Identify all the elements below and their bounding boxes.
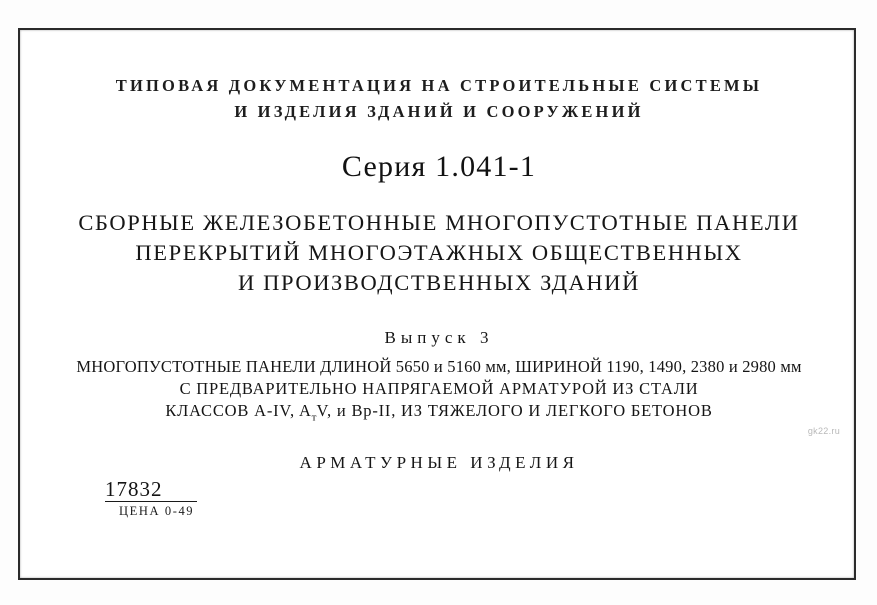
description-line-2: С ПРЕДВАРИТЕЛЬНО НАПРЯГАЕМОЙ АРМАТУРОЙ ИЗ СТАЛИ	[179, 379, 699, 398]
catalog-number: 17832	[105, 477, 163, 501]
issue-number: Выпуск 3	[384, 328, 494, 347]
description-line-3	[20, 401, 858, 423]
page-border-frame	[18, 28, 856, 580]
document-title-line-2: ПЕРЕКРЫТИЙ МНОГОЭТАЖНЫХ ОБЩЕСТВЕННЫХ	[135, 240, 743, 265]
header-line-1: ТИПОВАЯ ДОКУМЕНТАЦИЯ НА СТРОИТЕЛЬНЫЕ СИСТЕМЫ	[115, 76, 763, 95]
catalog-code-block	[105, 478, 197, 519]
description-line-3-part-1: КЛАССОВ A-IV, A	[165, 401, 312, 420]
section-title: АРМАТУРНЫЕ ИЗДЕЛИЯ	[299, 453, 579, 473]
document-title-line-1: СБОРНЫЕ ЖЕЛЕЗОБЕТОННЫЕ МНОГОПУСТОТНЫЕ ПАНЕЛИ	[78, 210, 800, 235]
description-line-3-part-2: V, и Вр-II, ИЗ ТЯЖЕЛОГО И ЛЕГКОГО БЕТОНОВ	[316, 401, 713, 420]
document-title-line-3: И ПРОИЗВОДСТВЕННЫХ ЗДАНИЙ	[238, 270, 640, 295]
header-line-2: И ИЗДЕЛИЯ ЗДАНИЙ И СООРУЖЕНИЙ	[234, 102, 644, 121]
watermark-text: gk22.ru	[807, 426, 840, 436]
code-underline-rule	[105, 501, 197, 502]
price-label: ЦЕНА 0-49	[119, 504, 195, 519]
description-line-1: МНОГОПУСТОТНЫЕ ПАНЕЛИ ДЛИНОЙ 5650 и 5160 мм, ШИРИНОЙ 1190, 1490, 2380 и 2980 мм	[76, 357, 802, 376]
description-line-3-subscript: т	[311, 411, 317, 424]
series-designation: Серия 1.041-1	[341, 150, 537, 183]
title-page-content	[20, 30, 858, 582]
